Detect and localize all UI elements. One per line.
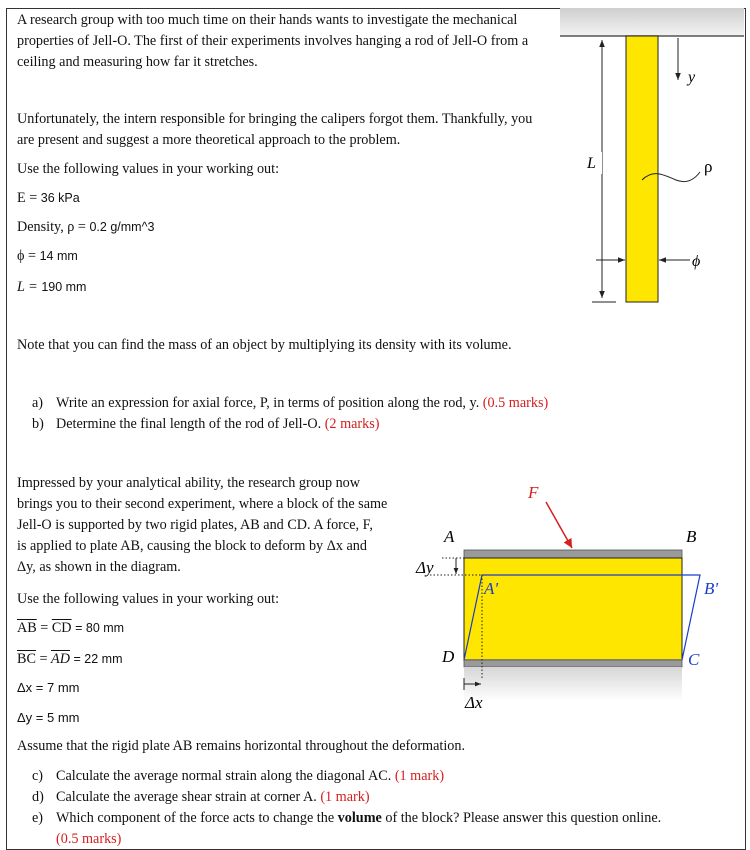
- question-b: b) Determine the final length of the rod of Jell-O. (2 marks): [32, 416, 380, 432]
- length-value-line: L = 190 mm: [17, 279, 87, 295]
- label-L: L: [587, 155, 596, 172]
- label-dx: Δx: [465, 693, 483, 712]
- question-d: d) Calculate the average shear strain at corner A. (1 mark): [32, 789, 370, 805]
- plate-CD: [464, 660, 682, 667]
- e-value-line: E = 36 kPa: [17, 190, 80, 206]
- intern-paragraph: [17, 109, 532, 151]
- intro-line: ceiling and measuring how far it stretches.: [17, 54, 258, 70]
- label-A: A: [444, 527, 455, 546]
- label-A-prime: A': [484, 579, 499, 598]
- bc-ad-line: $\overline{BC} = \overline{AD} = 22$ mm: [17, 651, 123, 667]
- second-line: Δy, as shown in the diagram.: [17, 559, 181, 575]
- intro-line: properties of Jell-O. The first of their experiments involves hanging a rod of Jell-O from a: [17, 33, 529, 49]
- deformed-block-figure: [410, 478, 740, 718]
- second-line: Jell-O is supported by two rigid plates, AB and CD. A force, F,: [17, 517, 373, 533]
- second-line: brings you to their second experiment, where a block of the same: [17, 496, 388, 512]
- phi-value-line: ϕ = 14 mm: [17, 248, 78, 264]
- label-phi: ϕ: [692, 253, 701, 270]
- density-value-line: Density, ρ = 0.2 g/mm^3: [17, 219, 155, 235]
- question-a: a) Write an expression for axial force, P, in terms of position along the rod, y. (0.5 marks): [32, 395, 549, 411]
- ceiling: [560, 8, 744, 36]
- assume-paragraph: Assume that the rigid plate AB remains horizontal throughout the deformation.: [17, 738, 465, 754]
- label-D: D: [442, 647, 455, 666]
- question-e: e) Which component of the force acts to change the volume of the block? Please answer this question online. (0.5 marks): [32, 810, 662, 847]
- ab-cd-line: $\overline{AB} = \overline{CD} = 80$ mm: [17, 620, 125, 636]
- label-rho: ρ: [704, 157, 713, 176]
- dx-line: Δx = 7 mm: [17, 680, 80, 695]
- question-list-1: [32, 393, 548, 435]
- second-line: Impressed by your analytical ability, the research group now: [17, 475, 361, 491]
- force-arrow: [546, 502, 572, 548]
- question-list-2: [32, 766, 661, 850]
- label-F: F: [528, 483, 539, 502]
- values2-heading: Use the following values in your working out:: [17, 591, 280, 607]
- second-experiment-paragraph: [17, 473, 387, 578]
- dy-line: Δy = 5 mm: [17, 710, 80, 725]
- label-y: y: [688, 69, 696, 86]
- note-paragraph: Note that you can find the mass of an object by multiplying its density with its volume.: [17, 337, 512, 353]
- label-C: C: [688, 650, 700, 669]
- intern-line: are present and suggest a more theoretical approach to the problem.: [17, 132, 401, 148]
- plate-AB: [464, 550, 682, 558]
- label-B-prime: B': [704, 579, 719, 598]
- jello-rod: [626, 36, 658, 302]
- hanging-rod-figure: [560, 8, 744, 318]
- intern-line: Unfortunately, the intern responsible for bringing the calipers forgot them. Thankfully, you: [17, 111, 533, 127]
- question-c: c) Calculate the average normal strain along the diagonal AC. (1 mark): [32, 768, 445, 784]
- values-heading: Use the following values in your working out:: [17, 161, 280, 177]
- jello-block: [464, 558, 682, 660]
- second-line: is applied to plate AB, causing the block to deform by Δx and: [17, 538, 367, 554]
- intro-paragraph: [17, 10, 528, 73]
- label-dy: Δy: [416, 558, 434, 577]
- intro-line: A research group with too much time on their hands wants to investigate the mechanical: [17, 12, 518, 28]
- label-B: B: [686, 527, 697, 546]
